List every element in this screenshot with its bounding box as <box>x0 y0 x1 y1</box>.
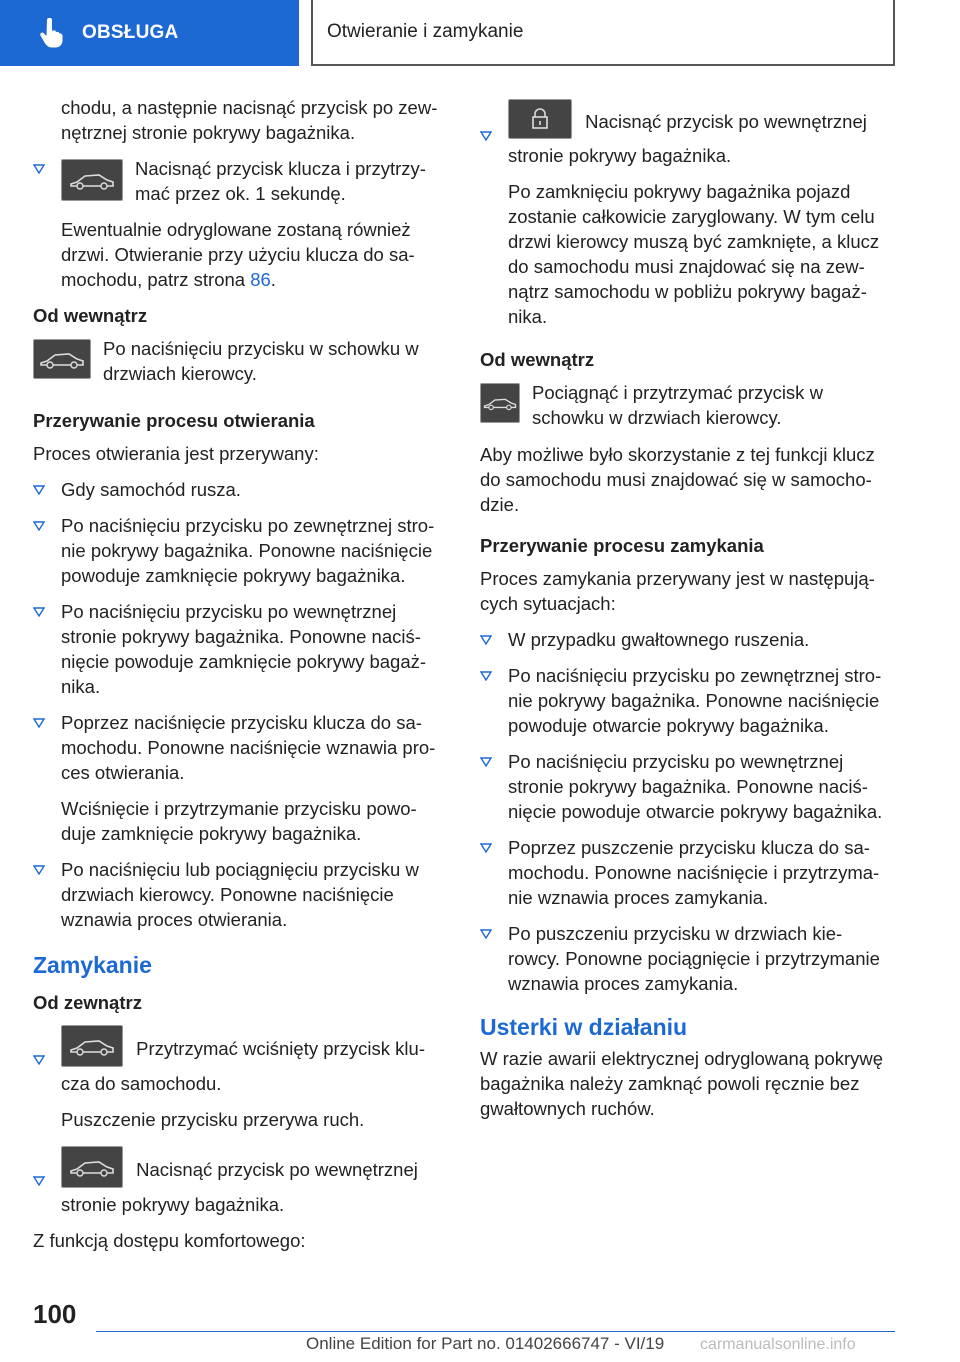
page-number: 100 <box>33 1299 77 1329</box>
icon-instruction <box>480 380 895 430</box>
paragraph: Proces otwierania jest przerywany: <box>33 443 319 464</box>
list-item: Po puszczeniu przycisku w drzwiach kie- rowcy. Ponowne pociągnięcie i przytrzymanie wznawia proces zamykania. <box>480 921 895 996</box>
triangle-bullet-icon <box>33 521 45 531</box>
list-item: Po naciśnięciu przycisku po wewnętrznej stronie pokrywy bagażnika. Ponowne naciś- nięcie powoduje zamknięcie pokrywy bagaż- nika. <box>33 599 448 699</box>
icon-instruction <box>33 336 448 386</box>
list-item: Poprzez puszczenie przycisku klucza do sa- mochodu. Ponowne naciśnięcie i przytrzyma- nie wznawia proces zamykania. <box>480 835 895 910</box>
page-header-title: Otwieranie i zamykanie <box>311 0 895 66</box>
list-item: Po naciśnięciu przycisku po wewnętrznej stronie pokrywy bagażnika. Ponowne naciś- nięcie powoduje otwarcie pokrywy bagażnika. <box>480 749 895 824</box>
triangle-bullet-icon <box>33 865 45 875</box>
triangle-bullet-icon <box>33 1176 45 1186</box>
subheading-interrupt-closing: Przerywanie procesu zamykania <box>480 535 764 556</box>
subheading-inside: Od wewnątrz <box>33 305 148 326</box>
section-heading-faults: Usterki w działaniu <box>480 1014 688 1040</box>
triangle-bullet-icon <box>480 635 492 645</box>
paragraph: Z funkcją dostępu komfortowego: <box>33 1230 306 1251</box>
list-item-text: Nacisnąć przycisk klucza i przytrzy- mać przez ok. 1 sekundę. <box>135 158 426 204</box>
subheading-outside: Od zewnątrz <box>33 992 142 1013</box>
trunk-inner-button-icon <box>61 1146 123 1188</box>
subheading-interrupt-opening: Przerywanie procesu otwierania <box>33 410 315 431</box>
paragraph: chodu, a następnie nacisnąć przycisk po zew- nętrznej stronie pokrywy bagażnika. <box>61 97 438 143</box>
paragraph: Proces zamykania przerywany jest w następują- cych sytuacjach: <box>480 568 875 614</box>
section-tab-label: OBSŁUGA <box>82 22 179 43</box>
hand-pointer-icon <box>38 18 64 48</box>
triangle-bullet-icon <box>33 607 45 617</box>
list-item <box>33 156 448 292</box>
lock-button-icon <box>508 99 572 139</box>
triangle-bullet-icon <box>480 757 492 767</box>
right-column <box>480 103 895 1132</box>
subheading-inside: Od wewnątrz <box>480 349 595 370</box>
list-item: Po naciśnięciu przycisku po zewnętrznej stro- nie pokrywy bagażnika. Ponowne naciśnięcie powoduje zamknięcie pokrywy bagażnika. <box>33 513 448 588</box>
list-item-note: Puszczenie przycisku przerywa ruch. <box>61 1109 365 1130</box>
list-item: Po naciśnięciu przycisku po zewnętrznej stro- nie pokrywy bagażnika. Ponowne naciśnięcie powoduje otwarcie pokrywy bagażnika. <box>480 663 895 738</box>
triangle-bullet-icon <box>33 485 45 495</box>
door-trunk-button-icon <box>33 339 91 379</box>
list-item: Po naciśnięciu lub pociągnięciu przycisku w drzwiach kierowcy. Ponowne naciśnięcie wznawia proces otwierania. <box>33 857 448 932</box>
icon-instruction-text: Po naciśnięciu przycisku w schowku w drzwiach kierowcy. <box>103 338 419 384</box>
watermark: carmanualsonline.info <box>700 1336 856 1353</box>
section-heading-closing: Zamykanie <box>33 952 152 978</box>
page-reference-link[interactable]: 86 <box>250 269 271 290</box>
paragraph: Aby możliwe było skorzystanie z tej funkcji klucz do samochodu musi znajdować się w samocho- dzie. <box>480 444 875 515</box>
triangle-bullet-icon <box>33 164 45 174</box>
list-item-note: Wciśnięcie i przytrzymanie przycisku powo- duje zamknięcie pokrywy bagażnika. <box>61 798 417 844</box>
triangle-bullet-icon <box>33 1055 45 1065</box>
list-item: Przytrzymać wciśnięty przycisk klu- cza do samochodu. Puszczenie przycisku przerywa ruch. <box>33 1029 448 1132</box>
left-column <box>33 95 448 1264</box>
triangle-bullet-icon <box>480 131 492 141</box>
door-trunk-button-icon <box>480 383 520 423</box>
footer-divider <box>96 1331 895 1332</box>
triangle-bullet-icon <box>480 671 492 681</box>
paragraph: W razie awarii elektrycznej odryglowaną pokrywę bagażnika należy zamknąć powoli ręcznie bez gwałtownych ruchów. <box>480 1048 884 1119</box>
list-item-note: Ewentualnie odryglowane zostaną również drzwi. Otwieranie przy użyciu klucza do sa- mochodu, patrz strona 86. <box>61 219 415 290</box>
key-trunk-button-icon <box>61 1025 123 1067</box>
icon-instruction-text: Pociągnąć i przytrzymać przycisk w schowku w drzwiach kierowcy. <box>532 382 823 428</box>
edition-note: Online Edition for Part no. 01402666747 - VI/19 <box>306 1334 665 1353</box>
list-item: Nacisnąć przycisk po wewnętrznej stronie pokrywy bagażnika. Po zamknięciu pokrywy bagażnika pojazd zostanie całkowicie zaryglowany. W tym celu drzwi kierowcy muszą być zamknięte, a klucz do samochodu musi znajdować się na zew- nątrz samochodu w pobliżu pokrywy bagaż- nika. <box>480 103 895 329</box>
list-item: Gdy samochód rusza. <box>33 477 448 502</box>
triangle-bullet-icon <box>480 929 492 939</box>
list-item: Poprzez naciśnięcie przycisku klucza do sa- mochodu. Ponowne naciśnięcie wznawia pro- ces otwierania. Wciśnięcie i przytrzymanie przycisku powo- duje zamknięcie pokrywy bagażnika. <box>33 710 448 846</box>
list-item: W przypadku gwałtownego ruszenia. <box>480 627 895 652</box>
key-trunk-button-icon <box>61 159 123 201</box>
list-item-note: Po zamknięciu pokrywy bagażnika pojazd zostanie całkowicie zaryglowany. W tym celu drzwi kierowcy muszą być zamknięte, a klucz do samochodu musi znajdować się na zew- nątrz samochodu w pobliżu pokrywy bagaż- nika. <box>508 181 880 327</box>
list-item: Nacisnąć przycisk po wewnętrznej stronie pokrywy bagażnika. <box>33 1150 448 1217</box>
section-tab <box>0 0 299 66</box>
triangle-bullet-icon <box>33 718 45 728</box>
triangle-bullet-icon <box>480 843 492 853</box>
